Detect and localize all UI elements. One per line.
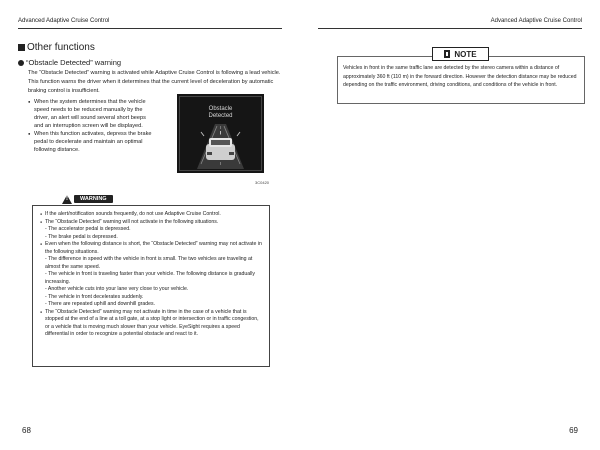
warning-content	[40, 211, 262, 339]
figure-code: 3C0420	[255, 180, 270, 185]
warning-item: ● Even when the following distance is short, the “Obstacle Detected” warning may not activate in the following situations.	[40, 241, 262, 256]
warning-subitem: - There are repeated uphill and downhill grades.	[45, 301, 156, 307]
list-item: ● When this function activates, depress the brake pedal to decelerate and maintain an optimal following distance.	[28, 130, 156, 154]
subsection-title: “Obstacle Detected” warning	[26, 58, 122, 67]
behavior-list	[28, 98, 156, 154]
warning-triangle-icon	[62, 195, 72, 204]
intro-paragraph: The “Obstacle Detected” warning is activated while Adaptive Cruise Control is following a lead vehicle. This function warns the driver when it determines that the current level of deceleration by automatic braking control is insufficient.	[28, 70, 281, 94]
obstacle-detected-display-figure	[177, 94, 264, 173]
warning-item: ● The “Obstacle Detected” warning may not activate in time in the case of a vehicle that is stopped at the end of a line at a toll gate, at a stop light or intersection or in traffic congestion, or a vehicle that is moving much slower than your vehicle. EyeSight requires a speed differential in order to recognize a potential obstacle and react to it.	[40, 309, 262, 339]
warning-subitem: - The difference in speed with the vehicle in front is small. The two vehicles are traveling at almost the same speed.	[45, 256, 253, 270]
warning-subitem: - Another vehicle cuts into your lane very close to your vehicle.	[45, 286, 189, 292]
subsection-heading	[18, 58, 121, 67]
header-divider-right	[318, 28, 582, 29]
warning-item: ● The “Obstacle Detected” warning will not activate in the following situations.	[40, 219, 262, 227]
page-number-right: 69	[569, 426, 578, 435]
note-text: Vehicles in front in the same traffic lane are detected by the stereo camera within a distance of approximately 360 ft (110 m) in the forward direction. However the detection distance may be reduced depending on the traffic environment, driving conditions, and conditions of the vehicle in front.	[343, 65, 577, 88]
list-item: ● When the system determines that the vehicle speed needs to be reduced manually by the driver, an alert will sound several short beeps and an interruption screen will be displayed.	[28, 98, 156, 130]
section-title: Other functions	[27, 42, 95, 53]
note-title: NOTE	[454, 49, 477, 59]
warning-subitem: - The vehicle in front is traveling faster than your vehicle. The following distance is gradually increasing.	[45, 271, 256, 285]
warning-label	[60, 193, 115, 205]
running-header-right: Advanced Adaptive Cruise Control	[490, 18, 582, 24]
running-header-left: Advanced Adaptive Cruise Control	[18, 18, 110, 24]
square-bullet-icon	[18, 44, 25, 51]
car-on-road-icon	[177, 94, 264, 173]
warning-subitem: - The brake pedal is depressed.	[45, 233, 118, 240]
warning-item: ● If the alert/notification sounds frequently, do not use Adaptive Cruise Control.	[40, 211, 262, 219]
page-number-left: 68	[22, 426, 31, 435]
note-info-icon	[444, 50, 450, 58]
note-label	[432, 47, 489, 61]
circle-bullet-icon	[18, 60, 24, 66]
display-text: Obstacle Detected	[208, 106, 233, 119]
warning-title: WARNING	[74, 195, 113, 203]
header-divider-left	[18, 28, 282, 29]
warning-subitem: - The accelerator pedal is depressed.	[45, 226, 131, 232]
section-heading	[18, 42, 95, 53]
warning-subitem: - The vehicle in front decelerates suddenly.	[45, 293, 144, 300]
